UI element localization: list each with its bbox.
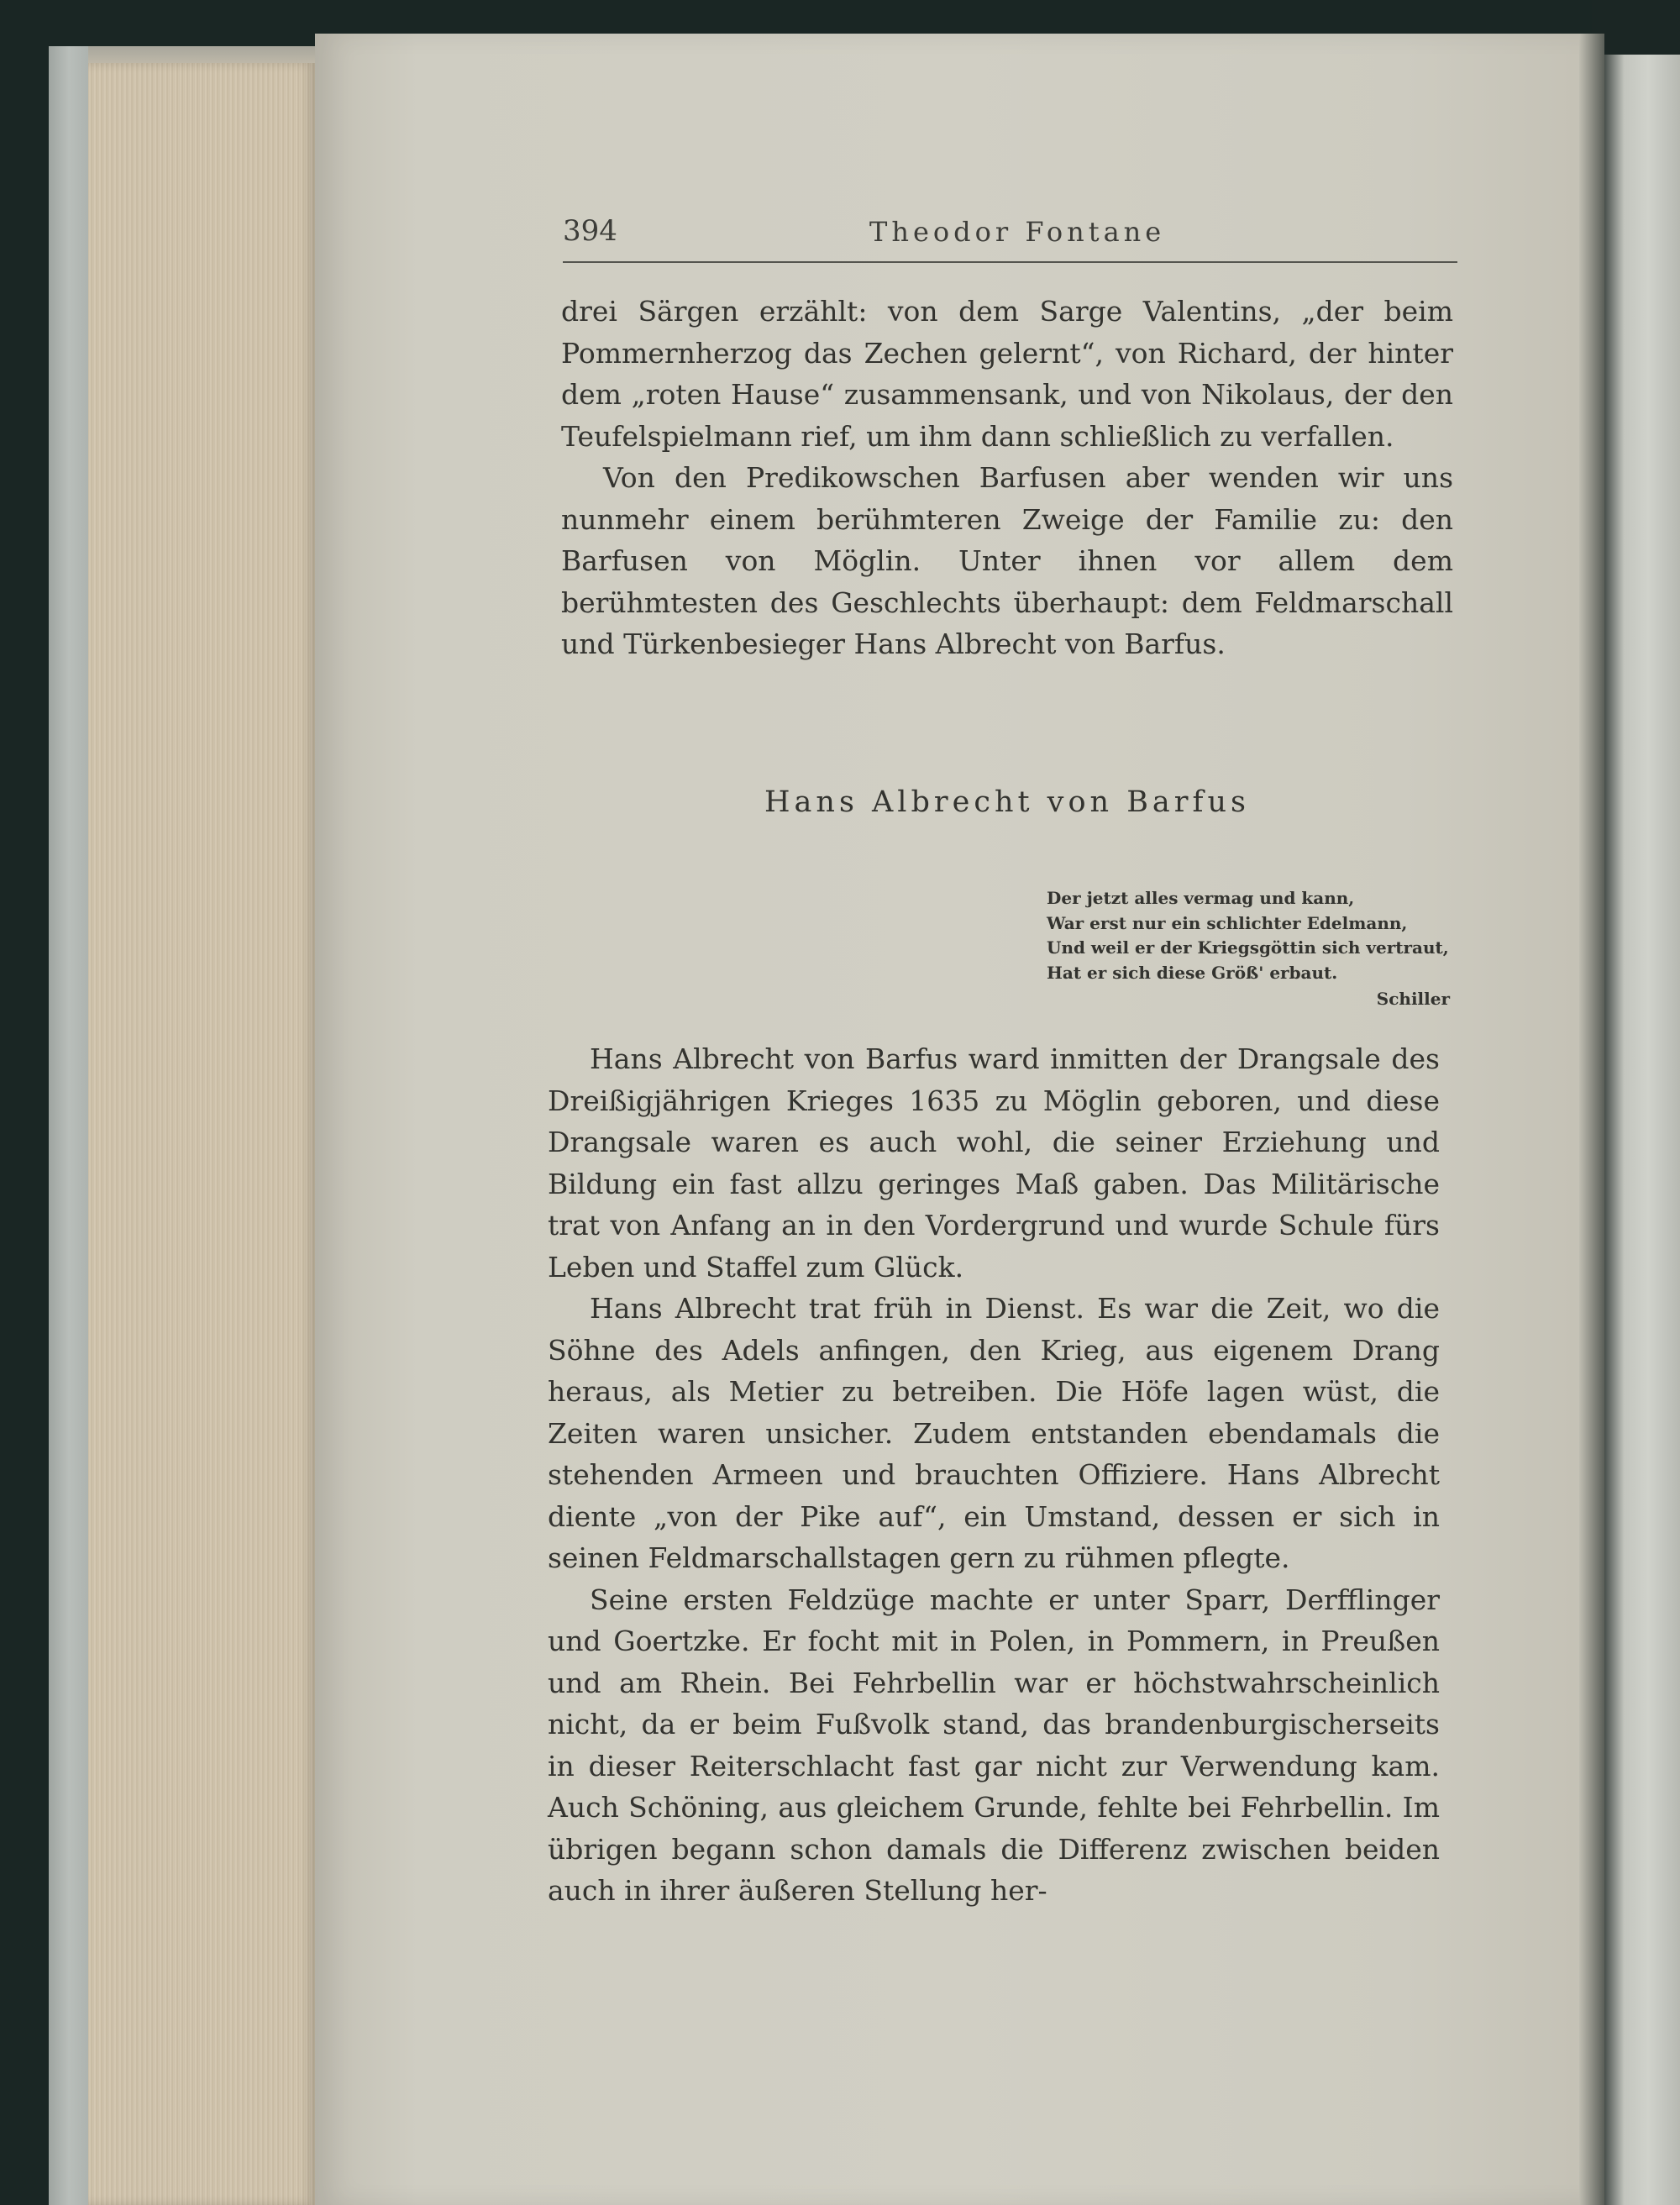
epigraph-line: Und weil er der Kriegsgöttin sich vertraut,	[1047, 937, 1449, 958]
epigraph	[1047, 886, 1450, 1012]
background-corner	[1592, 0, 1680, 59]
page-number: 394	[563, 214, 617, 248]
text-block-before	[561, 291, 1453, 665]
paragraph: Von den Predikowschen Barfusen aber wenden wir uns nunmehr einem berühmteren Zweige der Familie zu: den Barfusen von Möglin. Unter ihnen vor allem dem berühmtesten des Geschlechts überhaupt: dem Feldmarschall und Türkenbesieger Hans Albrecht von Barfus.	[561, 461, 1453, 660]
paragraph: Hans Albrecht von Barfus ward inmitten der Drangsale des Dreißigjährigen Krieges 1635 zu Möglin geboren, und diese Drangsale waren es auch wohl, die seiner Erziehung und Bildung ein fast allzu geringes Maß gaben. Das Militärische trat von Anfang an in den Vordergrund und wurde Schule fürs Leben und Staffel zum Glück.	[548, 1042, 1440, 1284]
epigraph-line: Der jetzt alles vermag und kann,	[1047, 888, 1355, 908]
header-rule	[563, 261, 1457, 263]
epigraph-line: Hat er sich diese Größ' erbaut.	[1047, 962, 1338, 983]
page-gutter-shadow	[1579, 34, 1604, 2205]
running-title: Theodor Fontane	[869, 216, 1166, 248]
text-block-after	[548, 1038, 1440, 1912]
running-header	[563, 214, 1457, 265]
page-edges	[88, 63, 315, 2205]
paragraph: drei Särgen erzählt: von dem Sarge Valentins, „der beim Pommernherzog das Zechen gelernt“, von Richard, der hinter dem „roten Hause“ zusammensank, und von Nikolaus, der den Teufelspielmann rief, um ihm dann schließlich zu verfallen.	[561, 295, 1453, 453]
adjacent-book-edge	[1600, 55, 1680, 2205]
paragraph: Hans Albrecht trat früh in Dienst. Es war die Zeit, wo die Söhne des Adels anfingen, den Krieg, aus eigenem Drang heraus, als Metier zu betreiben. Die Höfe lagen wüst, die Zeiten waren unsicher. Zudem entstanden ebendamals die stehenden Armeen und brauchten Offiziere. Hans Albrecht diente „von der Pike auf“, ein Umstand, dessen er sich in seinen Feldmarschallstagen gern zu rühmen pflegte.	[548, 1292, 1440, 1574]
section-heading: Hans Albrecht von Barfus	[764, 785, 1250, 819]
epigraph-source: Schiller	[1376, 989, 1450, 1009]
epigraph-line: War erst nur ein schlichter Edelmann,	[1047, 912, 1408, 933]
paragraph: Seine ersten Feldzüge machte er unter Sparr, Derfflinger und Goertzke. Er focht mit in Polen, in Pommern, in Preußen und am Rhein. Bei Fehrbellin war er höchstwahrscheinlich nicht, da er beim Fußvolk stand, das brandenburgischerseits in dieser Reiterschlacht fast gar nicht zur Verwendung kam. Auch Schöning, aus gleichem Grunde, fehlte bei Fehrbellin. Im übrigen begann schon damals die Differenz zwischen beiden auch in ihrer äußeren Stellung her-	[548, 1583, 1440, 1907]
